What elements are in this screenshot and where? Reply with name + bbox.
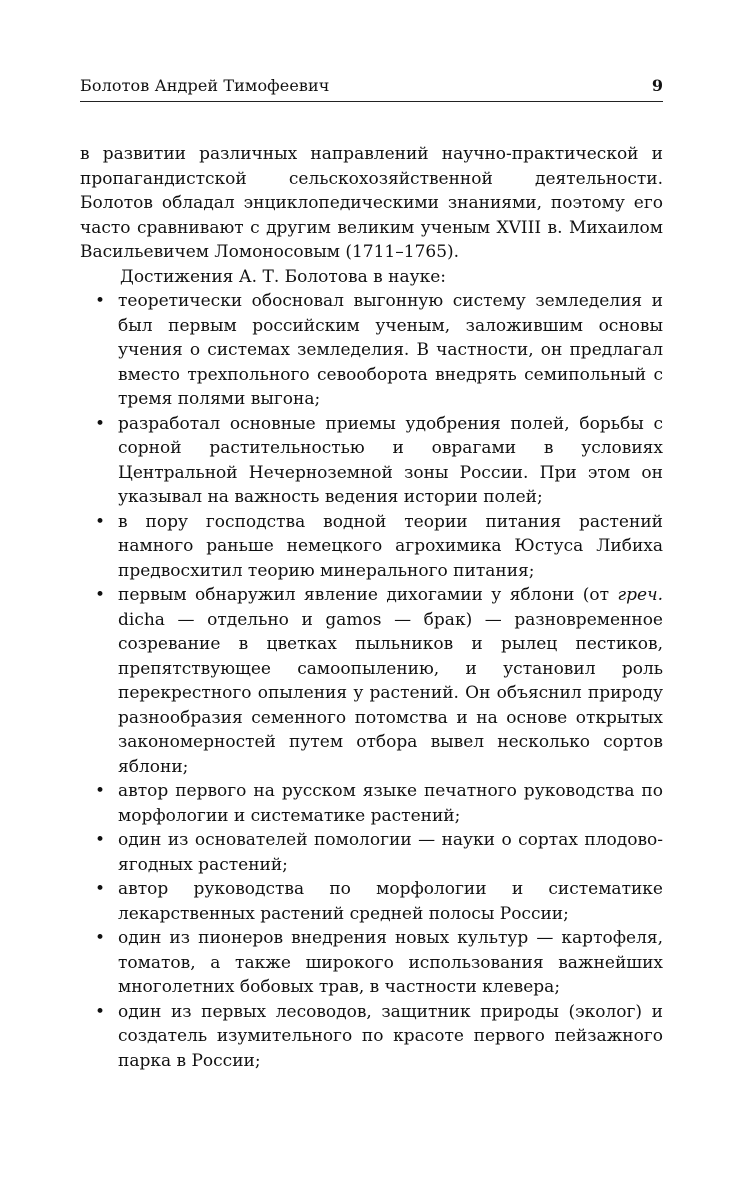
intro-paragraph: в развитии различных направлений научно-практической и пропагандистской сельскохозяйственной деятельности. Болотов обладал энциклопедическими знаниями, поэтому его часто сравнивают с другим великим ученым XVIII в. Михаилом Васильевичем Ломоносовым (1711–1765). (80, 144, 663, 262)
running-header-title: Болотов Андрей Тимофеевич (80, 76, 330, 95)
list-item-text: один из основателей помологии — науки о сортах плодово-ягодных растений; (118, 830, 663, 875)
page-body (80, 142, 663, 1073)
page-number: 9 (651, 76, 663, 95)
achievements-lead: Достижения А. Т. Болотова в науке: (120, 266, 446, 287)
list-item-text: в пору господства водной теории питания растений намного раньше немецкого агрохимика Юстуса Либиха предвосхитил теорию минерального питания; (118, 511, 663, 581)
list-item-text: автор первого на русском языке печатного руководства по морфологии и систематике растений; (118, 781, 663, 826)
list-item (80, 828, 663, 877)
bullet-icon: • (95, 879, 106, 899)
list-item (80, 583, 663, 779)
bullet-icon: • (95, 511, 106, 532)
list-item-text: один из первых лесоводов, защитник природы (эколог) и создатель изумительного по красоте первого пейзажного парка в России; (118, 1001, 663, 1071)
bullet-icon: • (95, 928, 106, 948)
list-item (80, 412, 663, 510)
bullet-icon: • (95, 781, 106, 801)
list-item (80, 779, 663, 828)
achievements-list (80, 289, 663, 1073)
list-item (80, 510, 663, 584)
list-item (80, 289, 663, 412)
bullet-icon: • (95, 291, 106, 311)
list-item-text: автор руководства по морфологии и систематике лекарственных растений средней полосы России; (118, 879, 663, 924)
bullet-icon: • (95, 830, 106, 850)
list-item-text: разработал основные приемы удобрения полей, борьбы с сорной растительностью и оврагами в условиях Центральной Нечерноземной зоны России. При этом он указывал на важность ведения истории полей; (118, 413, 663, 507)
list-item (80, 877, 663, 926)
list-item-text: теоретически обосновал выгонную систему земледелия и был первым российским ученым, заложившим основы учения о системах земледелия. В частности, он предлагал вместо трехпольного севооборота внедрять семипольный с тремя полями выгона; (118, 291, 663, 409)
italic-abbreviation: греч. (617, 585, 663, 605)
bullet-icon: • (95, 1001, 106, 1022)
list-item-text-end: dicha — отдельно и gamos — брак) — разновременное созревание в цветках пыльников и рылец пестиков, препятствующее самоопылению, и установил роль перекрестного опыления у растений. Он объяснил природу разнообразия семенного потомства и на основе открытых закономерностей путем отбора вывел несколько сортов яблони; (118, 609, 663, 777)
list-item-text: один из пионеров внедрения новых культур — картофеля, томатов, а также широкого использования важнейших многолетних бобовых трав, в частности клевера; (118, 928, 663, 997)
list-item-text (118, 585, 663, 777)
list-item-text-start: первым обнаружил явление дихогамии у яблони (от (118, 585, 618, 605)
list-item (80, 1000, 663, 1074)
running-header (80, 76, 663, 104)
header-rule (80, 101, 663, 102)
bullet-icon: • (95, 413, 106, 434)
bullet-icon: • (95, 585, 106, 605)
list-item (80, 926, 663, 1000)
